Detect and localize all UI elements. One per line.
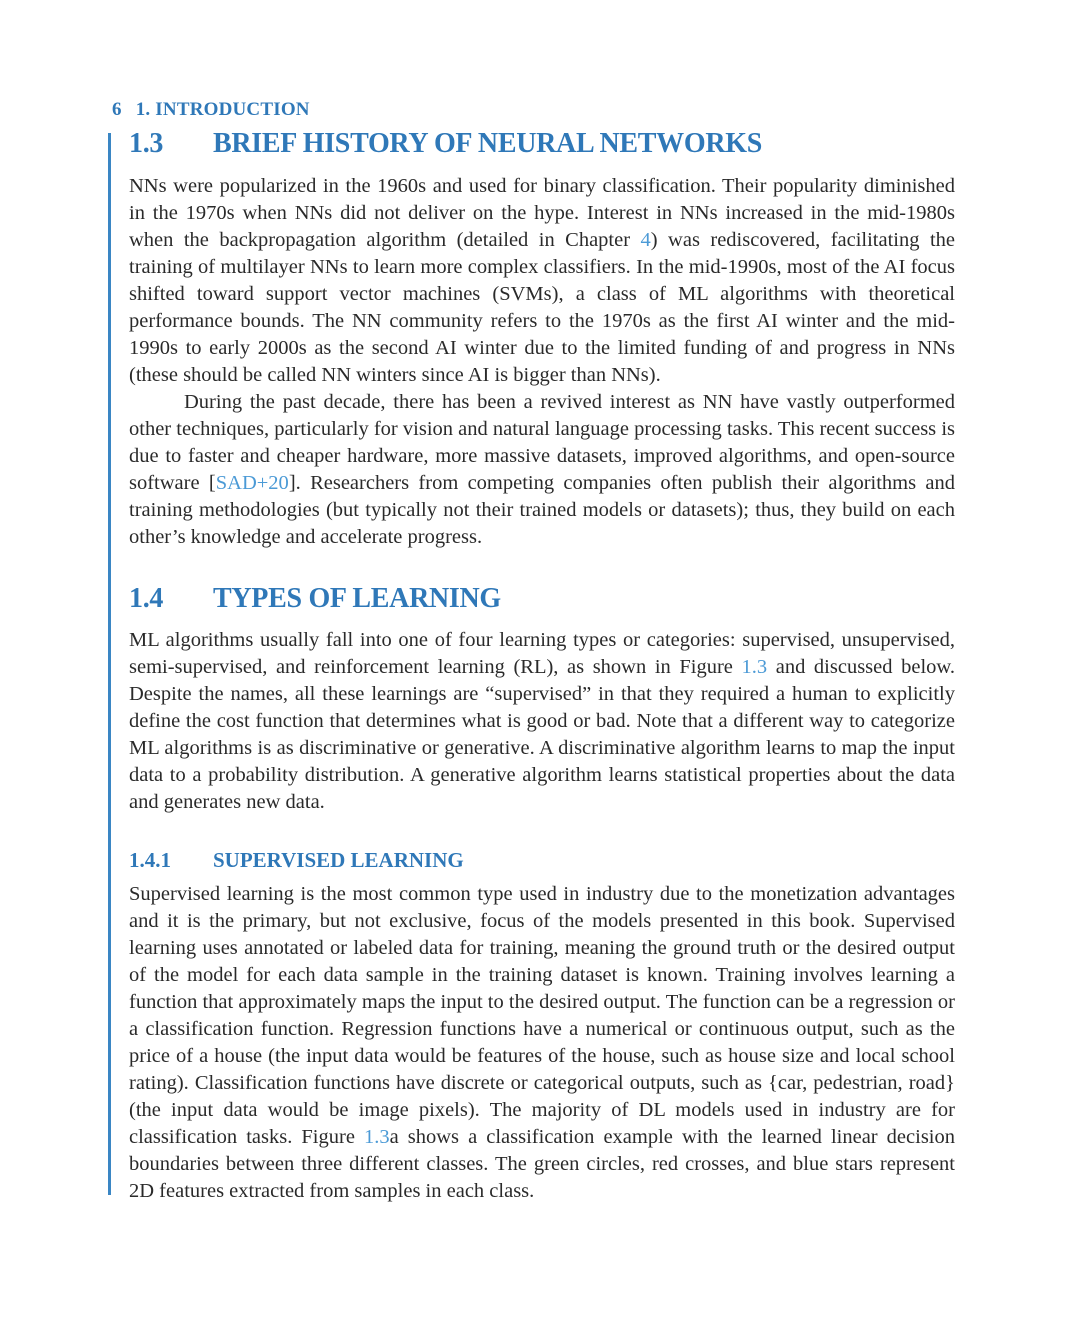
section-heading-1-4	[129, 581, 955, 617]
section-title: TYPES OF LEARNING	[213, 583, 501, 614]
subsection-title: SUPERVISED LEARNING	[213, 848, 464, 872]
paragraph	[129, 389, 955, 551]
section-heading-1-3	[129, 126, 955, 162]
subsection-number: 1.4.1	[129, 848, 171, 872]
paragraph	[129, 173, 955, 389]
paragraph	[129, 627, 955, 816]
paragraph-text: ]. Researchers from competing companies often publish their algorithms and training methodologies (but typically not their trained models or datasets); thus, they build on each other’s knowledge and accelerate progress.	[129, 472, 956, 548]
chapter-label: 1. INTRODUCTION	[135, 99, 310, 120]
figure-link[interactable]: 1.3	[363, 1126, 390, 1148]
subsection-heading-1-4-1	[129, 846, 955, 874]
citation-link[interactable]: SAD+20	[215, 472, 289, 494]
paragraph	[129, 881, 955, 1205]
paragraph-text: ) was rediscovered, facilitating the training of multilayer NNs to learn more complex classifiers. In the mid-1990s, most of the AI focus shifted toward support vector machines (SVMs), a class of ML algorithms with theoretical performance bounds. The NN community refers to the 1970s as the first AI winter and the mid-1990s to early 2000s as the second AI winter due to the limited funding of and progress in NNs (these should be called NN winters since AI is bigger than NNs).	[129, 229, 955, 386]
paragraph-text: Supervised learning is the most common type used in industry due to the monetization advantages and it is the primary, but not exclusive, focus of the models presented in this book. Supervised learning uses annotated or labeled data for training, meaning the ground truth or the desired output of the model for each data sample in the training dataset is known. Training involves learning a function that approximately maps the input to the desired output. The function can be a regression or a classification function. Regression functions have a numerical or continuous output, such as the price of a house (the input data would be features of the house, such as house size and local school rating). Classification functions have discrete or categorical outputs, such as {car, pedestrian, road} (the input data would be image pixels). The majority of DL models used in industry are for classification tasks. Figure	[129, 883, 955, 1148]
chapter-link[interactable]: 4	[640, 229, 651, 251]
figure-link[interactable]: 1.3	[741, 656, 768, 678]
paragraph-text: a shows a classification example with the learned linear decision boundaries between three different classes. The green circles, red crosses, and blue stars represent 2D features extracted from samples in each class.	[129, 1126, 955, 1202]
page-number: 6	[112, 99, 122, 120]
paragraph-text: NNs were popularized in the 1960s and used for binary classification. Their popularity diminished in the 1970s when NNs did not deliver on the hype. Interest in NNs increased in the mid-1980s when the backpropagation algorithm (detailed in Chapter	[129, 175, 955, 251]
section-title: BRIEF HISTORY OF NEURAL NETWORKS	[213, 128, 763, 159]
page-body	[129, 126, 955, 1205]
section-number: 1.4	[129, 583, 164, 614]
paragraph-text: During the past decade, there has been a revived interest as NN have vastly outperformed other techniques, particularly for vision and natural language processing tasks. This recent success is due to faster and cheaper hardware, more massive datasets, improved algorithms, and open-source software [	[129, 391, 955, 494]
margin-change-bar	[108, 133, 111, 1195]
paragraph-text: ML algorithms usually fall into one of four learning types or categories: supervised, unsupervised, semi-supervised, and reinforcement learning (RL), as shown in Figure	[129, 629, 955, 678]
section-number: 1.3	[129, 128, 164, 159]
paragraph-text: and discussed below. Despite the names, all these learnings are “supervised” in that they required a human to explicitly define the cost function that determines what is good or bad. Note that a different way to categorize ML algorithms is as discriminative or generative. A discriminative algorithm learns to map the input data to a probability distribution. A generative algorithm learns statistical properties about the data and generates new data.	[129, 656, 956, 813]
running-head	[112, 99, 310, 121]
